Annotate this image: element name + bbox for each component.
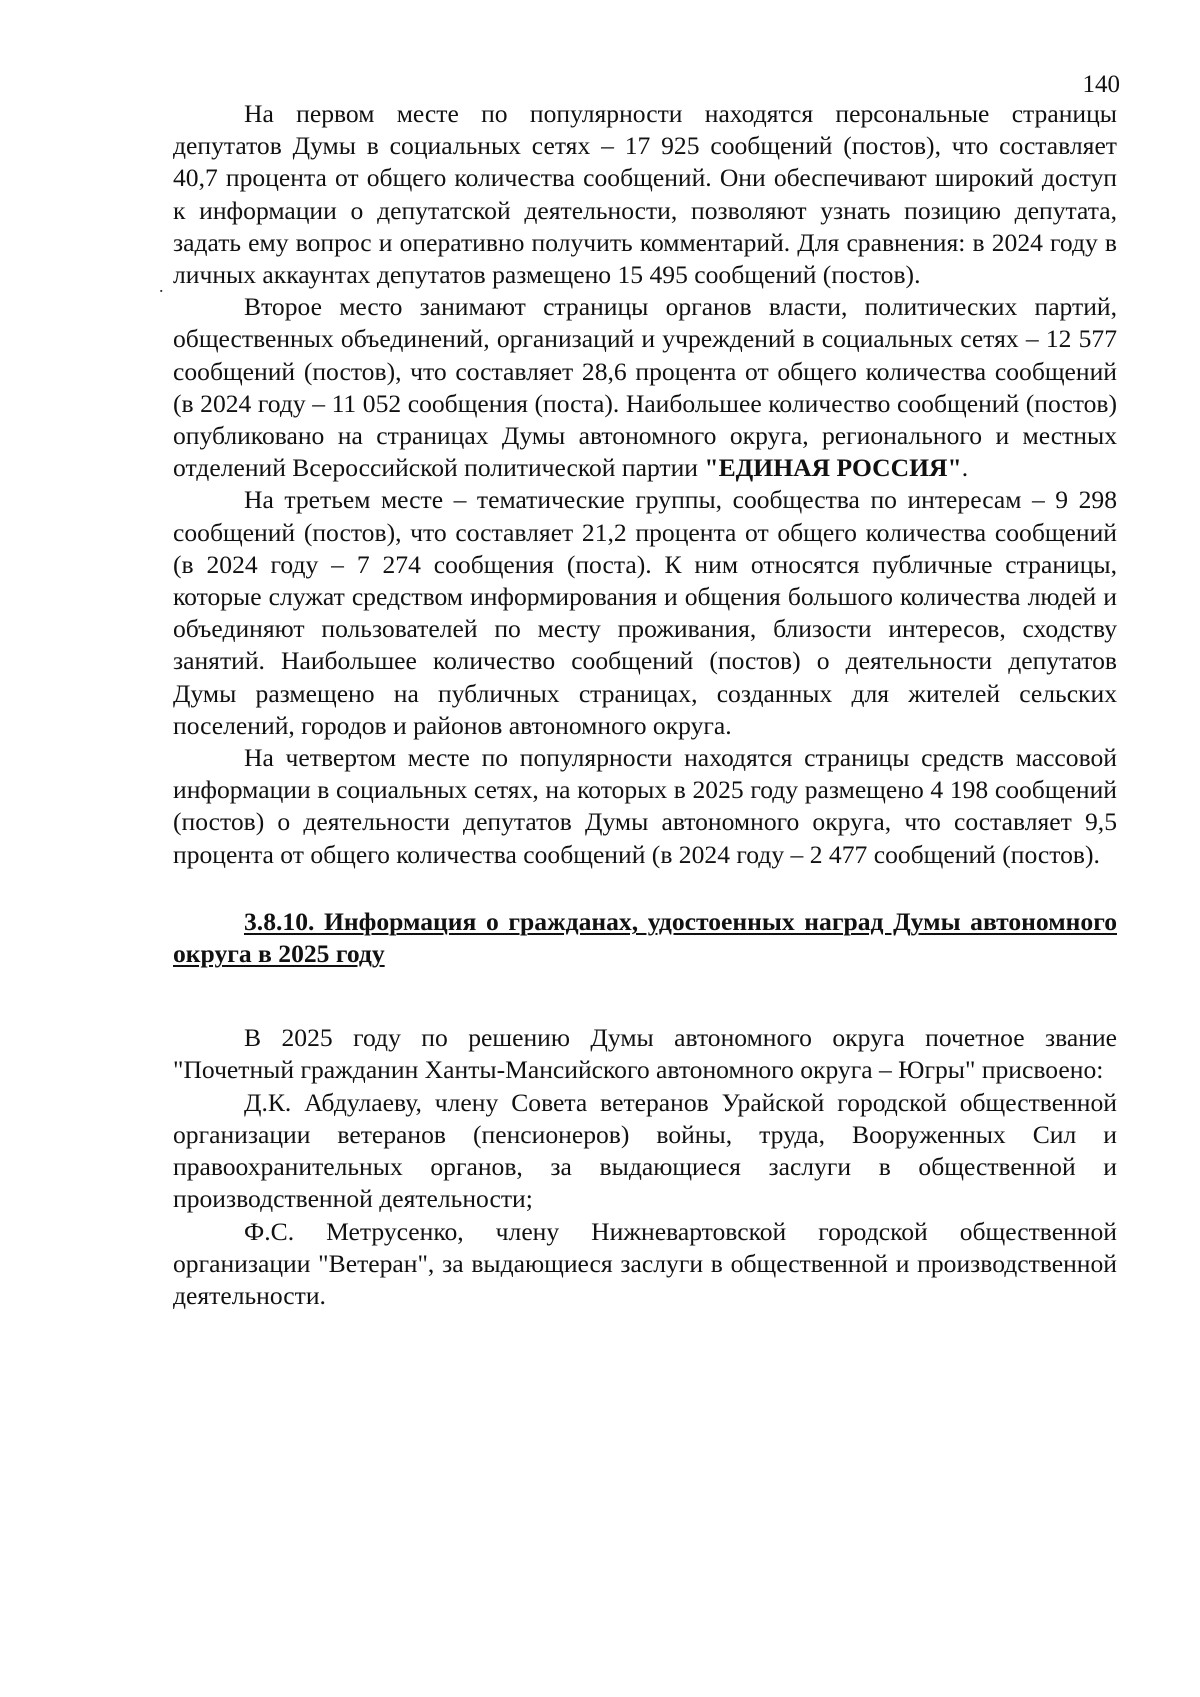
- page-number: 140: [1082, 71, 1120, 98]
- paragraph-government-pages-end: .: [961, 453, 969, 483]
- paragraph-government-pages: [173, 291, 1117, 484]
- paragraph-personal-pages: На первом месте по популярности находятся персональные страницы депутатов Думы в социальных сетях – 17 925 сообщений (постов), что составляет 40,7 процента от общего количества сообщений. Они обеспечивают широкий доступ к информации о депутатской деятельности, позволяют узнать позицию депутата, задать ему вопрос и оперативно получить комментарий. Для сравнения: в 2024 году в личных аккаунтах депутатов размещено 15 495 сообщений (постов).: [173, 99, 1117, 290]
- section-heading: 3.8.10. Информация о гражданах, удостоенных наград Думы автономного округа в 2025 году: [173, 906, 1117, 969]
- paragraph-thematic-groups: На третьем месте – тематические группы, сообщества по интересам – 9 298 сообщений (постов), что составляет 21,2 процента от общего количества сообщений (в 2024 году – 7 274 сообщения (поста). К ним относятся публичные страницы, которые служат средством информирования и общения большого количества людей и объединяют пользователей по месту проживания, близости интересов, сходству занятий. Наибольшее количество сообщений (постов) о деятельности депутатов Думы размещено на публичных страницах, созданных для жителей сельских поселений, городов и районов автономного округа.: [173, 485, 1117, 740]
- party-name: "ЕДИНАЯ РОССИЯ": [704, 453, 962, 483]
- document-body: [173, 98, 1117, 1312]
- scan-margin-mark: .: [159, 276, 164, 296]
- paragraph-awardee-metrusenko: Ф.С. Метрусенко, члену Нижневартовской городской общественной организации "Ветеран", за выдающиеся заслуги в общественной и производственной деятельности.: [173, 1216, 1117, 1310]
- paragraph-government-pages-text: Второе место занимают страницы органов власти, политических партий, общественных объединений, организаций и учреждений в социальных сетях – 12 577 сообщений (постов), что составляет 28,6 процента от общего количества сообщений (в 2024 году – 11 052 сообщения (поста). Наибольшее количество сообщений (постов) опубликовано на страницах Думы автономного округа, регионального и местных отделений Всероссийской политической партии: [173, 292, 1117, 483]
- paragraph-awardee-abdulaev: Д.К. Абдулаеву, члену Совета ветеранов Урайской городской общественной организации ветеранов (пенсионеров) войны, труда, Вооруженных Сил и правоохранительных органов, за выдающиеся заслуги в общественной и производственной деятельности;: [173, 1087, 1117, 1214]
- paragraph-honorary-title: В 2025 году по решению Думы автономного округа почетное звание "Почетный гражданин Ханты-Мансийского автономного округа – Югры" присвоено:: [173, 1023, 1117, 1085]
- paragraph-media-pages: На четвертом месте по популярности находятся страницы средств массовой информации в социальных сетях, на которых в 2025 году размещено 4 198 сообщений (постов) о деятельности депутатов Думы автономного округа, что составляет 9,5 процента от общего количества сообщений (в 2024 году – 2 477 сообщений (постов).: [173, 743, 1117, 869]
